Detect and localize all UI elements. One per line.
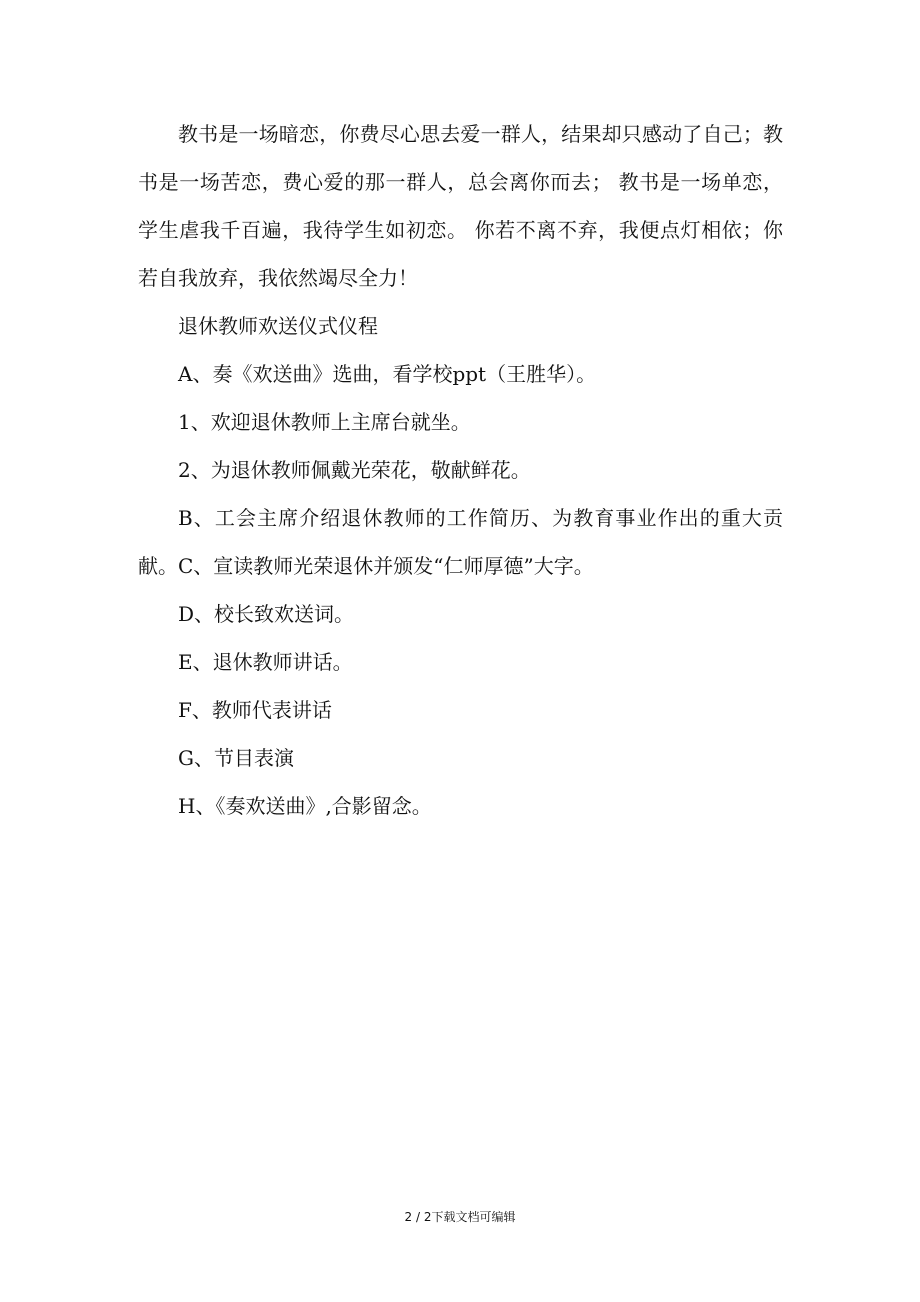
paragraph-item-g: G、节目表演 — [178, 746, 294, 770]
paragraph-intro: 教书是一场暗恋，你费尽心思去爱一群人，结果却只感动了自己；教书是一场苦恋，费心爱的那一群人，总会离你而去； 教书是一场单恋，学生虐我千百遍，我待学生如初恋。 你若不离不弃，我便点灯相依；你若自我放弃，我依然竭尽全力！ — [138, 122, 783, 290]
paragraph-item-e: E、退休教师讲话。 — [178, 650, 353, 674]
paragraph-item-h: H、《奏欢送曲》,合影留念。 — [178, 794, 432, 818]
paragraph-item-1: 1、欢迎退休教师上主席台就坐。 — [178, 410, 471, 434]
paragraph-item-d: D、校长致欢送词。 — [178, 602, 355, 626]
document-body — [138, 110, 783, 830]
paragraph-ceremony-title: 退休教师欢送仪式仪程 — [178, 314, 378, 338]
paragraph-item-a: A、奏《欢送曲》选曲，看学校ppt（王胜华）。 — [178, 362, 597, 386]
paragraph-item-b-c: B、工会主席介绍退休教师的工作简历、为教育事业作出的重大贡献。C、宣读教师光荣退休并颁发“仁师厚德”大字。 — [138, 506, 783, 578]
paragraph-item-2: 2、为退休教师佩戴光荣花，敬献鲜花。 — [178, 458, 531, 482]
page-footer: 2 / 2下载文档可编辑 — [404, 1210, 516, 1224]
paragraph-item-f: F、教师代表讲话 — [178, 698, 332, 722]
